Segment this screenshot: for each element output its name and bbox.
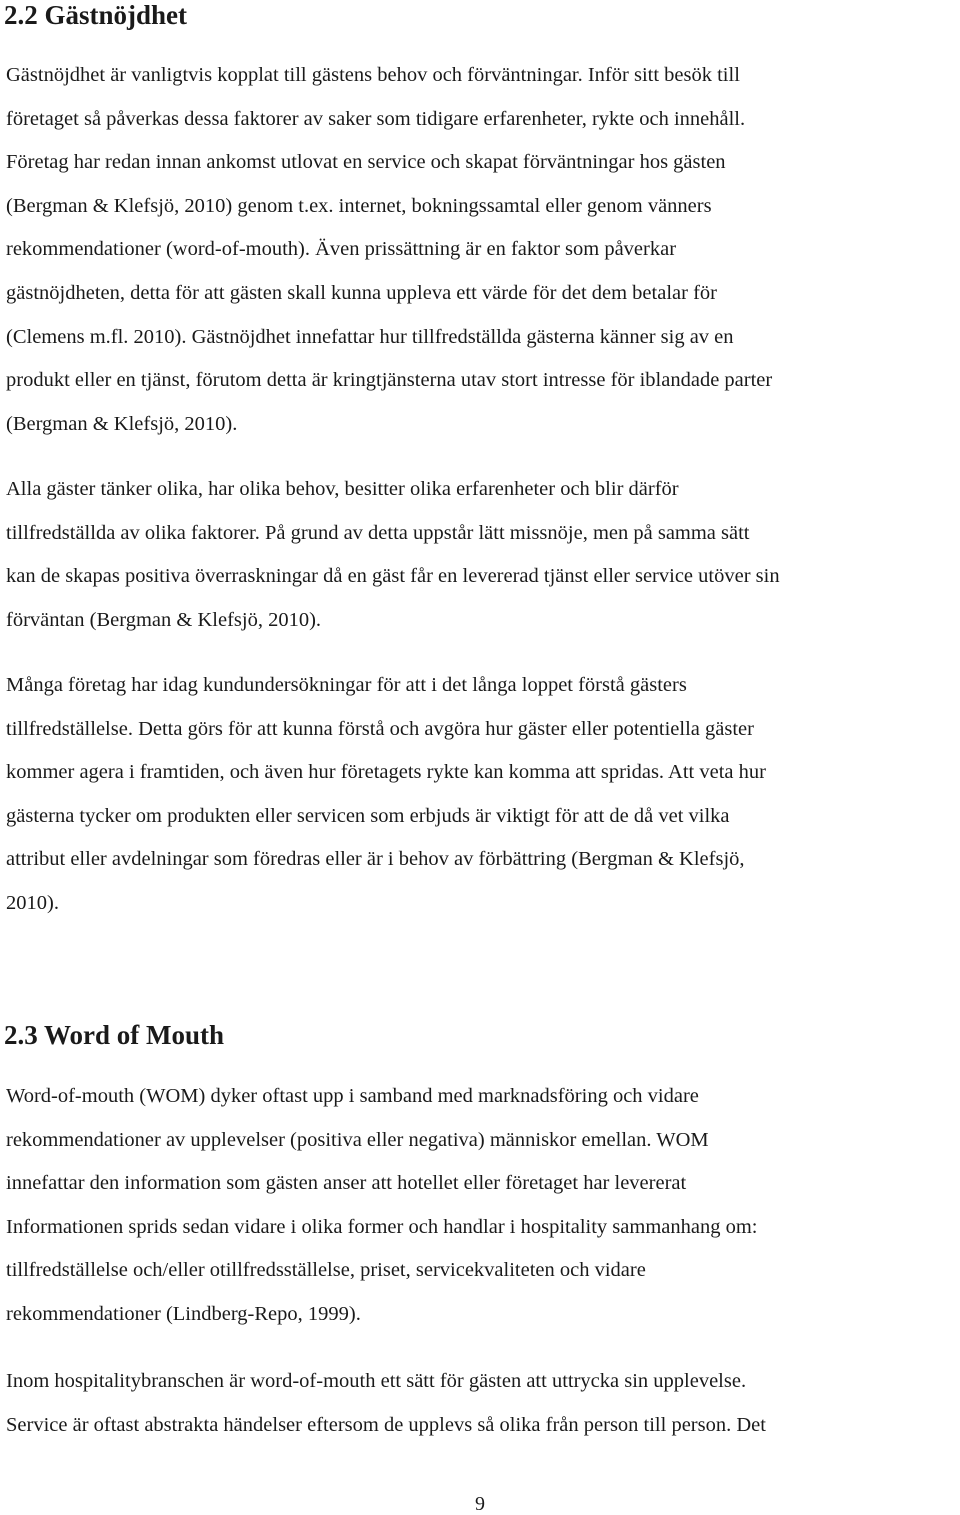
- text-line: produkt eller en tjänst, förutom detta är kringtjänsterna utav stort intresse för iblandade parter: [6, 369, 773, 392]
- text-line: företaget så påverkas dessa faktorer av saker som tidigare erfarenheter, rykte och innehåll.: [6, 107, 746, 130]
- paragraph: [6, 1075, 757, 1337]
- text-line: rekommendationer (word-of-mouth). Även prissättning är en faktor som påverkar: [6, 238, 677, 261]
- text-line: Inom hospitalitybranschen är word-of-mouth ett sätt för gästen att uttrycka sin upplevelse.: [6, 1370, 747, 1392]
- text-line: (Clemens m.fl. 2010). Gästnöjdhet innefattar hur tillfredställda gästerna känner sig av en: [6, 325, 734, 348]
- text-line: kommer agera i framtiden, och även hur företagets rykte kan komma att spridas. Att veta hur: [6, 761, 766, 784]
- text-line: tillfredställelse. Detta görs för att kunna förstå och avgöra hur gäster eller potentiella gäster: [6, 717, 754, 740]
- section-heading-word-of-mouth: 2.3 Word of Mouth: [4, 1020, 225, 1050]
- text-line: 2010).: [6, 891, 59, 914]
- text-line: Alla gäster tänker olika, har olika behov, besitter olika erfarenheter och blir därför: [6, 478, 679, 500]
- text-line: (Bergman & Klefsjö, 2010).: [6, 412, 238, 435]
- paragraph: [6, 664, 766, 926]
- page-number: 9: [475, 1493, 485, 1515]
- text-line: innefattar den information som gästen anser att hotellet eller företaget har levererat: [6, 1172, 687, 1195]
- paragraph: [6, 468, 780, 642]
- text-line: attribut eller avdelningar som föredras eller är i behov av förbättring (Bergman & Klefsjö,: [6, 848, 745, 871]
- text-line: Service är oftast abstrakta händelser eftersom de upplevs så olika från person till person. Det: [6, 1413, 766, 1436]
- text-line: rekommendationer (Lindberg-Repo, 1999).: [6, 1302, 361, 1325]
- text-line: Gästnöjdhet är vanligtvis kopplat till gästens behov och förväntningar. Inför sitt besök till: [6, 64, 740, 86]
- text-line: gästnöjdheten, detta för att gästen skall kunna uppleva ett värde för det dem betalar för: [6, 281, 717, 304]
- text-line: (Bergman & Klefsjö, 2010) genom t.ex. internet, bokningssamtal eller genom vänners: [6, 194, 712, 217]
- text-line: Många företag har idag kundundersökningar för att i det långa loppet förstå gästers: [6, 674, 687, 696]
- paragraph: [6, 1360, 766, 1447]
- text-line: kan de skapas positiva överraskningar då en gäst får en levererad tjänst eller service utöver sin: [6, 565, 780, 588]
- text-line: gästerna tycker om produkten eller servicen som erbjuds är viktigt för att de då vet vilka: [6, 804, 730, 827]
- text-line: förväntan (Bergman & Klefsjö, 2010).: [6, 608, 322, 631]
- section-heading-gastnojdhet: 2.2 Gästnöjdhet: [4, 0, 188, 30]
- text-line: Informationen sprids sedan vidare i olika former och handlar i hospitality sammanhang om:: [6, 1215, 758, 1238]
- text-line: Word-of-mouth (WOM) dyker oftast upp i samband med marknadsföring och vidare: [6, 1085, 699, 1107]
- text-line: tillfredställda av olika faktorer. På grund av detta uppstår lätt missnöje, men på samma sätt: [6, 521, 750, 544]
- text-line: rekommendationer av upplevelser (positiva eller negativa) människor emellan. WOM: [6, 1128, 709, 1151]
- paragraph: [6, 54, 772, 446]
- text-line: Företag har redan innan ankomst utlovat en service och skapat förväntningar hos gästen: [6, 151, 726, 174]
- text-line: tillfredställelse och/eller otillfredsställelse, priset, servicekvaliteten och vidare: [6, 1259, 646, 1282]
